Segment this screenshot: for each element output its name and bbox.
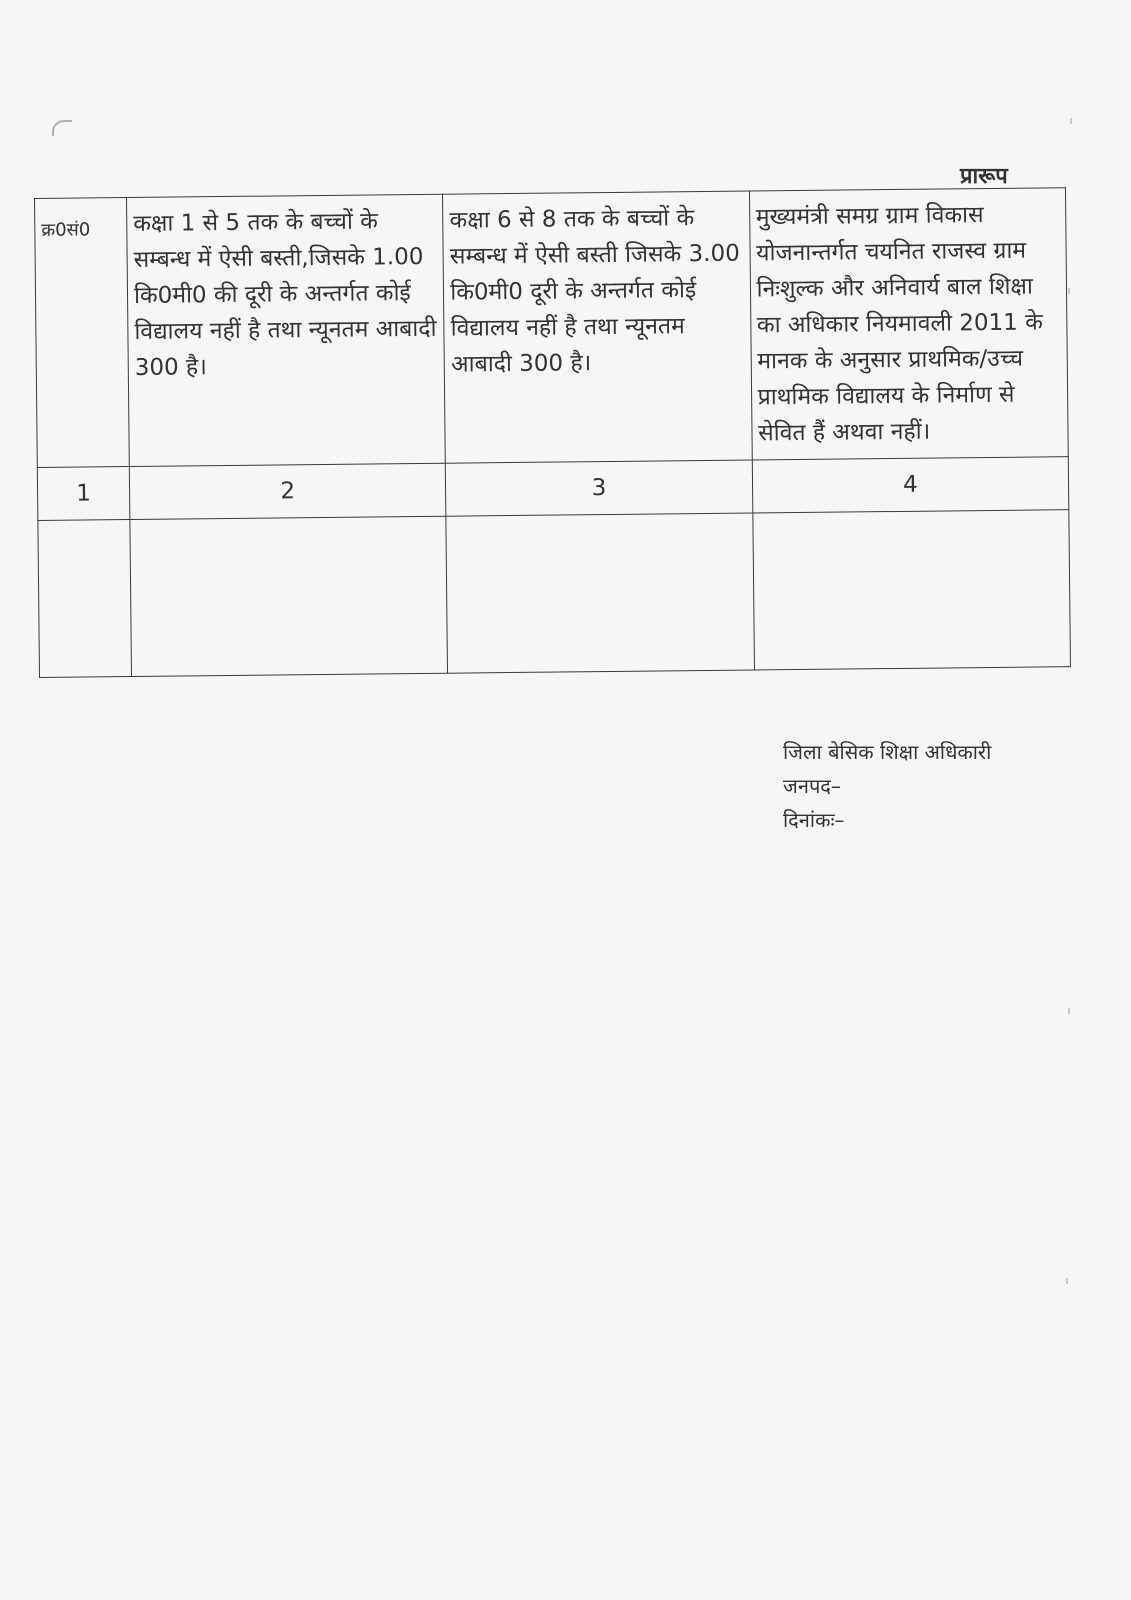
format-label: प्रारूप <box>960 164 1008 189</box>
header-serial-number: क्र0सं0 <box>35 198 130 468</box>
district-field: जनपद– <box>783 774 841 798</box>
header-village-school-coverage: मुख्यमंत्री समग्र ग्राम विकास योजनान्तर्गत चयनित राजस्व ग्राम निःशुल्क और अनिवार्य बाल शिक्षा का अधिकार नियमावली 2011 के मानक के अनुसार प्राथमिक/उच्च प्राथमिक विद्यालय के निर्माण से सेवित हैं अथवा नहीं। <box>749 188 1068 460</box>
scan-speck <box>1070 118 1072 124</box>
scan-speck <box>1068 288 1070 294</box>
date-field: दिनांकः– <box>783 808 845 832</box>
column-number: 1 <box>37 467 130 521</box>
column-number: 2 <box>129 463 446 519</box>
scan-speck <box>1068 1008 1070 1014</box>
table-blank-row <box>38 510 1071 678</box>
table-header-row <box>35 188 1069 468</box>
header-primary-settlement: कक्षा 1 से 5 तक के बच्चों के सम्बन्ध में ऐसी बस्ती,जिसके 1.00 कि0मी0 की दूरी के अन्तर्गत कोई विद्यालय नहीं है तथा न्यूनतम आबादी 300 है। <box>126 194 445 466</box>
table-cell <box>446 513 754 673</box>
officer-designation: जिला बेसिक शिक्षा अधिकारी <box>783 740 992 764</box>
table-cell <box>38 520 132 678</box>
column-number: 3 <box>446 460 753 516</box>
form-table <box>34 187 1071 678</box>
signature-block <box>783 735 991 837</box>
table-cell <box>752 510 1070 670</box>
scan-corner-mark <box>52 120 72 136</box>
header-upper-primary-settlement: कक्षा 6 से 8 तक के बच्चों के सम्बन्ध में ऐसी बस्ती जिसके 3.00 कि0मी0 दूरी के अन्तर्गत कोई विद्यालय नहीं है तथा न्यूनतम आबादी 300 है। <box>443 191 752 463</box>
table-cell <box>130 516 448 676</box>
scan-speck <box>1066 1278 1068 1284</box>
column-number: 4 <box>752 457 1069 513</box>
